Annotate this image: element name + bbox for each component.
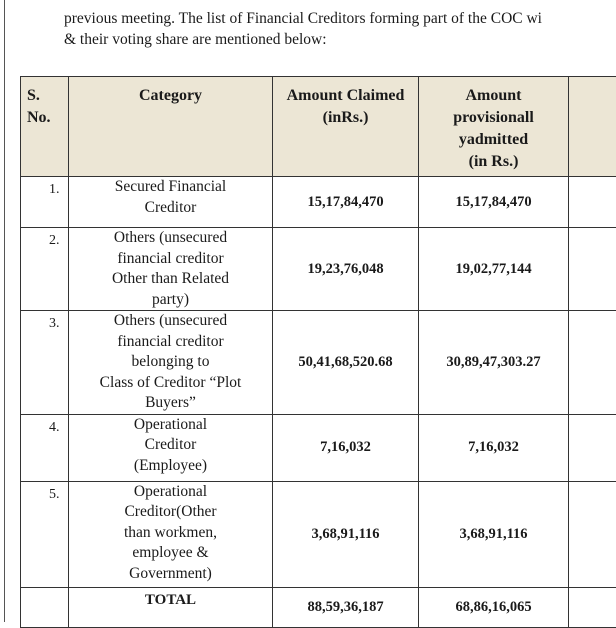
category-line: employee &	[73, 543, 268, 564]
row-extra-cell	[569, 414, 616, 481]
category-line: Others (unsecured	[73, 311, 268, 332]
category-line: Secured Financial	[73, 177, 268, 198]
intro-paragraph	[64, 8, 616, 50]
header-claimed-line-1: Amount Claimed	[273, 85, 418, 107]
total-amount-admitted: 68,86,16,065	[419, 587, 569, 627]
table-row	[21, 481, 616, 587]
row-sno: 5.	[21, 481, 69, 587]
category-line: Government)	[73, 564, 268, 585]
header-claimed-line-2: (inRs.)	[273, 107, 418, 129]
header-admitted-line-1: Amount	[419, 85, 568, 107]
row-amount-claimed: 3,68,91,116	[273, 481, 419, 587]
header-admitted-line-2: provisionall	[419, 107, 568, 129]
category-line: Creditor	[73, 198, 268, 219]
row-amount-claimed: 50,41,68,520.68	[273, 311, 419, 415]
total-sno-cell	[21, 587, 69, 627]
table-row	[21, 228, 616, 311]
creditors-table	[20, 76, 616, 628]
row-category	[69, 414, 273, 481]
total-extra-cell	[569, 587, 616, 627]
header-amount-claimed	[273, 77, 419, 177]
row-extra-cell	[569, 311, 616, 415]
table-row	[21, 414, 616, 481]
row-extra-cell	[569, 177, 616, 228]
category-line: Operational	[73, 415, 268, 436]
category-line: Others (unsecured	[73, 228, 268, 249]
row-amount-claimed: 19,23,76,048	[273, 228, 419, 311]
category-line: Creditor(Other	[73, 502, 268, 523]
row-amount-admitted: 30,89,47,303.27	[419, 311, 569, 415]
category-line: Other than Related	[73, 269, 268, 290]
table-row	[21, 311, 616, 415]
row-category	[69, 311, 273, 415]
row-category	[69, 228, 273, 311]
row-sno: 4.	[21, 414, 69, 481]
row-extra-cell	[569, 481, 616, 587]
table-row	[21, 177, 616, 228]
row-amount-admitted: 15,17,84,470	[419, 177, 569, 228]
header-extra-column	[569, 77, 616, 177]
header-sno-line-2: No.	[27, 107, 68, 129]
category-line: party)	[73, 290, 268, 311]
row-amount-claimed: 15,17,84,470	[273, 177, 419, 228]
total-amount-claimed: 88,59,36,187	[273, 587, 419, 627]
category-line: (Employee)	[73, 456, 268, 477]
category-line: Creditor	[73, 435, 268, 456]
category-line: financial creditor	[73, 332, 268, 353]
row-extra-cell	[569, 228, 616, 311]
row-amount-claimed: 7,16,032	[273, 414, 419, 481]
intro-line-2: & their voting share are mentioned below:	[64, 29, 616, 50]
row-amount-admitted: 19,02,77,144	[419, 228, 569, 311]
category-line: financial creditor	[73, 249, 268, 270]
header-amount-admitted	[419, 77, 569, 177]
page-left-border	[4, 0, 5, 622]
category-line: belonging to	[73, 352, 268, 373]
intro-line-1: previous meeting. The list of Financial Creditors forming part of the COC wi	[64, 8, 616, 29]
row-sno: 1.	[21, 177, 69, 228]
row-amount-admitted: 7,16,032	[419, 414, 569, 481]
row-sno: 2.	[21, 228, 69, 311]
total-row	[21, 587, 616, 627]
row-category	[69, 481, 273, 587]
category-line: Class of Creditor “Plot	[73, 373, 268, 394]
header-category: Category	[69, 77, 273, 177]
row-amount-admitted: 3,68,91,116	[419, 481, 569, 587]
category-line: Operational	[73, 482, 268, 503]
row-category	[69, 177, 273, 228]
category-line: Buyers”	[73, 393, 268, 414]
header-row	[21, 77, 616, 177]
header-sno	[21, 77, 69, 177]
category-line: than workmen,	[73, 523, 268, 544]
row-sno: 3.	[21, 311, 69, 415]
header-admitted-line-4: (in Rs.)	[419, 151, 568, 173]
total-label: TOTAL	[69, 587, 273, 627]
header-sno-line-1: S.	[27, 85, 68, 107]
header-admitted-line-3: yadmitted	[419, 129, 568, 151]
